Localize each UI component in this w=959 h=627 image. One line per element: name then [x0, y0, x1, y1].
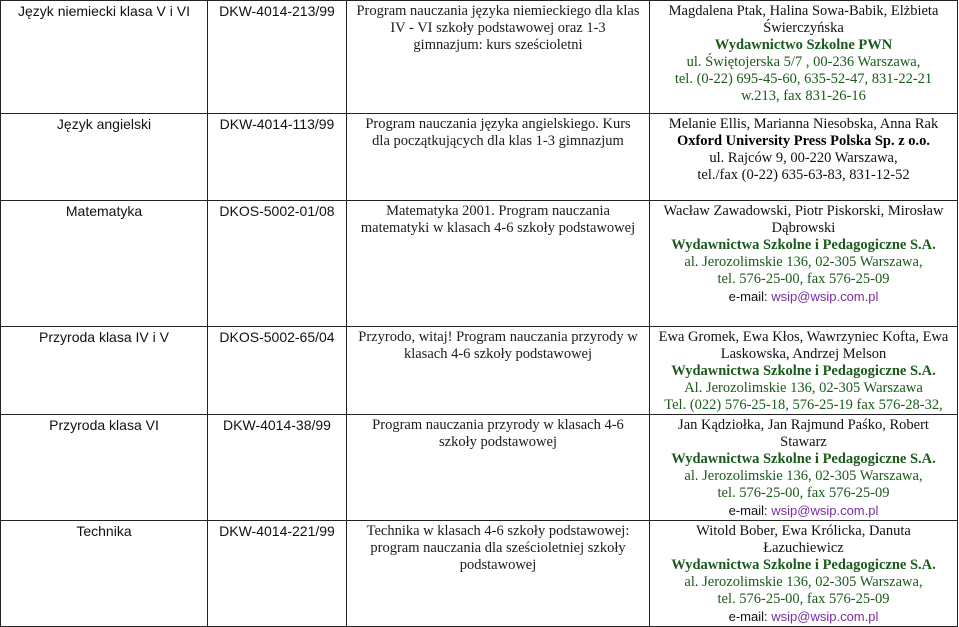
program-line: program nauczania dla sześcioletniej szkoły	[370, 540, 626, 556]
subject-cell	[1, 201, 208, 327]
authors-line: Wacław Zawadowski, Piotr Piskorski, Mirosław	[663, 203, 944, 219]
approval-code-text: DKOS-5002-01/08	[219, 203, 335, 219]
program-line: IV - VI szkoły podstawowej oraz 1-3	[390, 20, 606, 36]
email-label: e-mail:	[728, 609, 768, 624]
address-line: Al. Jerozolimskie 136, 02-305 Warszawa	[684, 380, 923, 396]
program-line: dla początkujących dla klas 1-3 gimnazjum	[372, 133, 624, 149]
subject-text: Technika	[76, 523, 132, 539]
program-line: matematyki w klasach 4-6 szkoły podstawowej	[360, 220, 636, 236]
publisher-cell	[650, 201, 958, 327]
publisher-name: Wydawnictwa Szkolne i Pedagogiczne S.A.	[671, 363, 936, 379]
approval-code-cell	[208, 1, 347, 114]
table-row	[1, 201, 958, 327]
approval-code-text: DKW-4014-213/99	[219, 3, 335, 19]
approval-code-text: DKW-4014-113/99	[219, 116, 335, 132]
program-line: Program nauczania języka angielskiego. Kurs	[365, 116, 631, 132]
approval-code-cell	[208, 327, 347, 415]
subject-text: Przyroda klasa VI	[49, 417, 159, 433]
authors-line: Witold Bober, Ewa Królicka, Danuta	[696, 523, 911, 539]
address-line: w.213, fax 831-26-16	[741, 88, 866, 104]
approval-code-cell	[208, 521, 347, 627]
program-cell	[347, 201, 650, 327]
publisher-name: Wydawnictwo Szkolne PWN	[714, 37, 893, 53]
approval-code-cell	[208, 201, 347, 327]
approval-code-cell	[208, 114, 347, 201]
authors-line: Dąbrowski	[771, 220, 836, 236]
approval-code-cell	[208, 415, 347, 521]
approval-code-text: DKW-4014-221/99	[219, 523, 335, 539]
program-line: podstawowej	[459, 557, 537, 573]
publisher-cell	[650, 1, 958, 114]
authors-line: Laskowska, Andrzej Melson	[720, 346, 887, 362]
authors-line: Magdalena Ptak, Halina Sowa-Babik, Elżbieta	[668, 3, 939, 19]
publisher-name: Wydawnictwa Szkolne i Pedagogiczne S.A.	[671, 237, 936, 253]
email-link[interactable]: wsip@wsip.com.pl	[771, 503, 879, 518]
subject-text: Język angielski	[56, 116, 152, 132]
email-link[interactable]: wsip@wsip.com.pl	[771, 289, 879, 304]
subject-cell	[1, 327, 208, 415]
program-cell	[347, 521, 650, 627]
publisher-name: Wydawnictwa Szkolne i Pedagogiczne S.A.	[671, 557, 936, 573]
address-line: tel. 576-25-00, fax 576-25-09	[717, 271, 890, 287]
address-line: tel. 576-25-00, fax 576-25-09	[717, 485, 890, 501]
address-line: tel./fax (0-22) 635-63-83, 831-12-52	[697, 167, 910, 183]
authors-line: Stawarz	[780, 434, 827, 450]
table-row	[1, 415, 958, 521]
publisher-cell	[650, 415, 958, 521]
subject-text: Matematyka	[65, 203, 143, 219]
authors-line: Melanie Ellis, Marianna Niesobska, Anna Rak	[668, 116, 939, 132]
email-label: e-mail:	[728, 503, 768, 518]
program-line: Przyrodo, witaj! Program nauczania przyrody w	[358, 329, 638, 345]
program-cell	[347, 114, 650, 201]
table-row	[1, 114, 958, 201]
authors-line: Ewa Gromek, Ewa Kłos, Wawrzyniec Kofta, Ewa	[658, 329, 949, 345]
program-cell	[347, 415, 650, 521]
subject-text: Język niemiecki klasa V i VI	[18, 3, 190, 19]
subject-cell	[1, 415, 208, 521]
program-cell	[347, 1, 650, 114]
authors-line: Jan Kądziołka, Jan Rajmund Paśko, Robert	[678, 417, 929, 433]
program-line: szkoły podstawowej	[439, 434, 557, 450]
subject-text: Przyroda klasa IV i V	[39, 329, 169, 345]
publisher-name: Oxford University Press Polska Sp. z o.o.	[676, 133, 931, 149]
program-line: Program nauczania języka niemieckiego dla klas	[356, 3, 640, 19]
subject-cell	[1, 114, 208, 201]
approval-code-text: DKW-4014-38/99	[223, 417, 331, 433]
subject-cell	[1, 521, 208, 627]
program-line: Program nauczania przyrody w klasach 4-6	[372, 417, 624, 433]
address-line: al. Jerozolimskie 136, 02-305 Warszawa,	[684, 254, 923, 270]
authors-line: Świerczyńska	[763, 20, 844, 36]
publisher-name: Wydawnictwa Szkolne i Pedagogiczne S.A.	[671, 451, 936, 467]
address-line: al. Jerozolimskie 136, 02-305 Warszawa,	[684, 468, 923, 484]
address-line: tel. 576-25-00, fax 576-25-09	[717, 591, 890, 607]
program-line: klasach 4-6 szkoły podstawowej	[403, 346, 593, 362]
publisher-cell	[650, 114, 958, 201]
table-row	[1, 327, 958, 415]
program-line: Matematyka 2001. Program nauczania	[386, 203, 610, 219]
email-link[interactable]: wsip@wsip.com.pl	[771, 609, 879, 624]
address-line: ul. Świętojerska 5/7 , 00-236 Warszawa,	[686, 54, 921, 70]
address-line: al. Jerozolimskie 136, 02-305 Warszawa,	[684, 574, 923, 590]
program-cell	[347, 327, 650, 415]
table-row	[1, 1, 958, 114]
address-line: tel. (0-22) 695-45-60, 635-52-47, 831-22-21	[674, 71, 933, 87]
table-row	[1, 521, 958, 627]
program-line: Technika w klasach 4-6 szkoły podstawowej:	[366, 523, 630, 539]
program-line: gimnazjum: kurs sześcioletni	[413, 37, 583, 53]
subject-cell	[1, 1, 208, 114]
address-line: Tel. (022) 576-25-18, 576-25-19 fax 576-28-32,	[664, 397, 943, 413]
email-label: e-mail:	[728, 289, 768, 304]
publisher-cell	[650, 327, 958, 415]
publisher-cell	[650, 521, 958, 627]
address-line: ul. Rajców 9, 00-220 Warszawa,	[709, 150, 898, 166]
approval-code-text: DKOS-5002-65/04	[219, 329, 335, 345]
authors-line: Łazuchiewicz	[763, 540, 844, 556]
